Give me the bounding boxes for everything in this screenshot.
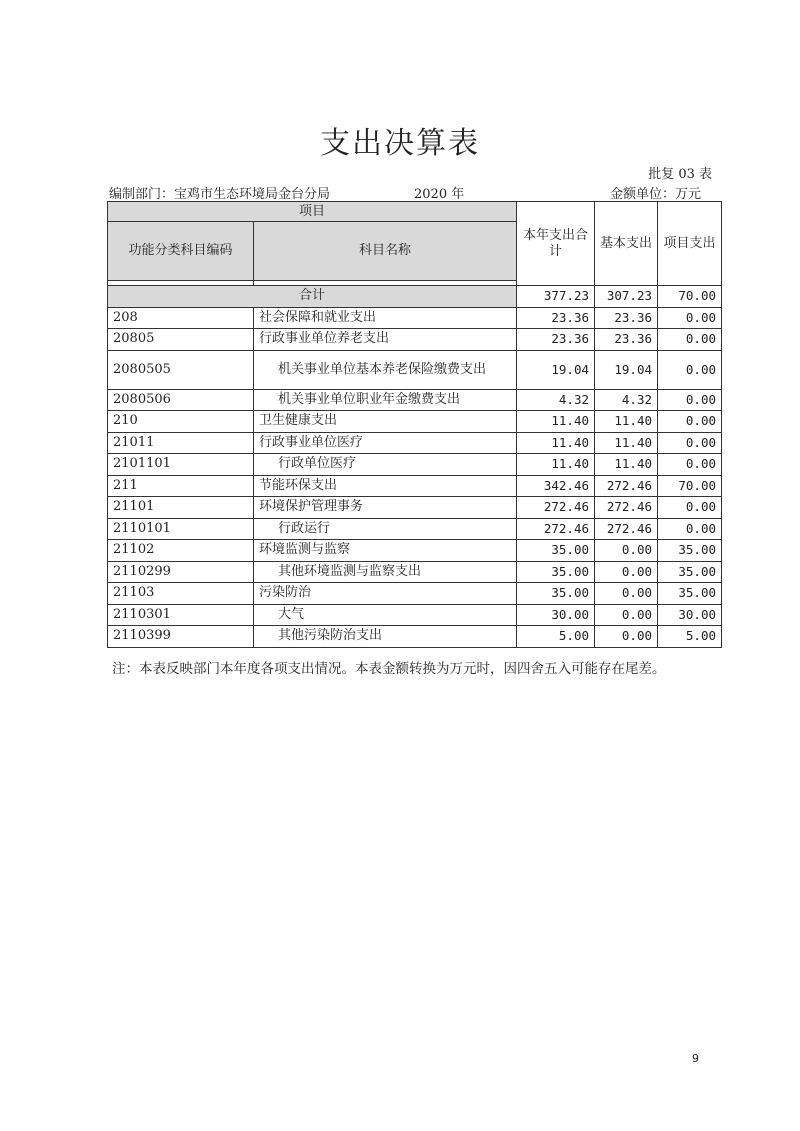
table-row — [108, 540, 722, 562]
table-row — [108, 389, 722, 411]
row-total: 19.04 — [517, 350, 595, 389]
row-project: 5.00 — [658, 626, 722, 648]
row-basic: 0.00 — [595, 583, 658, 605]
row-basic: 272.46 — [595, 497, 658, 519]
row-code: 21102 — [108, 540, 254, 562]
row-project: 70.00 — [658, 475, 722, 497]
row-basic: 19.04 — [595, 350, 658, 389]
row-code: 21101 — [108, 497, 254, 519]
row-basic: 0.00 — [595, 561, 658, 583]
row-total: 35.00 — [517, 583, 595, 605]
table-row — [108, 561, 722, 583]
row-total: 342.46 — [517, 475, 595, 497]
table-row — [108, 604, 722, 626]
row-code: 21103 — [108, 583, 254, 605]
row-name: 行政运行 — [254, 518, 517, 540]
table-row — [108, 432, 722, 454]
row-total: 11.40 — [517, 411, 595, 433]
header-project: 项目支出 — [658, 202, 722, 286]
year-label: 2020 年 — [414, 187, 465, 202]
header-basic: 基本支出 — [595, 202, 658, 286]
row-name: 机关事业单位基本养老保险缴费支出 — [254, 350, 517, 389]
row-total: 35.00 — [517, 561, 595, 583]
table-row — [108, 350, 722, 389]
table-row — [108, 626, 722, 648]
row-code: 2110301 — [108, 604, 254, 626]
table-row — [108, 307, 722, 329]
row-basic: 11.40 — [595, 454, 658, 476]
row-code: 211 — [108, 475, 254, 497]
row-total: 5.00 — [517, 626, 595, 648]
row-code: 2110399 — [108, 626, 254, 648]
expenditure-table — [107, 201, 722, 648]
table-row — [108, 475, 722, 497]
summary-project: 70.00 — [658, 286, 722, 308]
row-code: 2110299 — [108, 561, 254, 583]
row-project: 0.00 — [658, 497, 722, 519]
row-basic: 23.36 — [595, 307, 658, 329]
row-code: 2080505 — [108, 350, 254, 389]
row-total: 30.00 — [517, 604, 595, 626]
unit-label: 金额单位：万元 — [609, 187, 701, 202]
row-code: 2080506 — [108, 389, 254, 411]
row-project: 0.00 — [658, 329, 722, 351]
row-code: 2110101 — [108, 518, 254, 540]
row-project: 0.00 — [658, 350, 722, 389]
row-basic: 11.40 — [595, 411, 658, 433]
table-meta — [107, 183, 717, 201]
row-code: 20805 — [108, 329, 254, 351]
row-name: 大气 — [254, 604, 517, 626]
summary-basic: 307.23 — [595, 286, 658, 308]
table-row — [108, 518, 722, 540]
row-total: 11.40 — [517, 454, 595, 476]
summary-label: 合计 — [108, 286, 517, 308]
row-total: 272.46 — [517, 497, 595, 519]
row-code: 210 — [108, 411, 254, 433]
summary-row — [108, 286, 722, 308]
header-total: 本年支出合计 — [517, 202, 595, 286]
table-row — [108, 583, 722, 605]
row-name: 其他污染防治支出 — [254, 626, 517, 648]
row-basic: 0.00 — [595, 626, 658, 648]
row-project: 35.00 — [658, 583, 722, 605]
row-name: 卫生健康支出 — [254, 411, 517, 433]
summary-total: 377.23 — [517, 286, 595, 308]
row-name: 社会保障和就业支出 — [254, 307, 517, 329]
header-code: 功能分类科目编码 — [108, 222, 254, 281]
row-project: 0.00 — [658, 411, 722, 433]
form-number: 批复 03 表 — [648, 167, 712, 182]
header-name: 科目名称 — [254, 222, 517, 281]
row-project: 35.00 — [658, 540, 722, 562]
header-row-1 — [108, 202, 722, 222]
row-project: 0.00 — [658, 518, 722, 540]
row-name: 其他环境监测与监察支出 — [254, 561, 517, 583]
row-name: 环境监测与监察 — [254, 540, 517, 562]
row-name: 污染防治 — [254, 583, 517, 605]
row-total: 11.40 — [517, 432, 595, 454]
row-project: 35.00 — [658, 561, 722, 583]
row-total: 23.36 — [517, 329, 595, 351]
header-item: 项目 — [108, 202, 517, 222]
row-project: 30.00 — [658, 604, 722, 626]
row-project: 0.00 — [658, 307, 722, 329]
row-name: 行政单位医疗 — [254, 454, 517, 476]
row-basic: 0.00 — [595, 604, 658, 626]
table-row — [108, 497, 722, 519]
page-title: 支出决算表 — [320, 126, 480, 161]
footnote: 注：本表反映部门本年度各项支出情况。本表金额转换为万元时，因四舍五入可能存在尾差。 — [112, 661, 666, 677]
row-basic: 23.36 — [595, 329, 658, 351]
row-name: 环境保护管理事务 — [254, 497, 517, 519]
row-basic: 11.40 — [595, 432, 658, 454]
row-code: 2101101 — [108, 454, 254, 476]
row-total: 35.00 — [517, 540, 595, 562]
row-total: 4.32 — [517, 389, 595, 411]
row-name: 节能环保支出 — [254, 475, 517, 497]
row-code: 208 — [108, 307, 254, 329]
table-row — [108, 411, 722, 433]
row-name: 行政事业单位养老支出 — [254, 329, 517, 351]
row-project: 0.00 — [658, 389, 722, 411]
row-project: 0.00 — [658, 454, 722, 476]
row-total: 272.46 — [517, 518, 595, 540]
row-basic: 4.32 — [595, 389, 658, 411]
row-code: 21011 — [108, 432, 254, 454]
row-total: 23.36 — [517, 307, 595, 329]
row-project: 0.00 — [658, 432, 722, 454]
row-name: 机关事业单位职业年金缴费支出 — [254, 389, 517, 411]
row-basic: 272.46 — [595, 475, 658, 497]
row-basic: 0.00 — [595, 540, 658, 562]
table-row — [108, 329, 722, 351]
dept-label: 编制部门：宝鸡市生态环境局金台分局 — [109, 187, 331, 202]
page-number: 9 — [692, 1052, 699, 1065]
row-name: 行政事业单位医疗 — [254, 432, 517, 454]
row-basic: 272.46 — [595, 518, 658, 540]
table-row — [108, 454, 722, 476]
